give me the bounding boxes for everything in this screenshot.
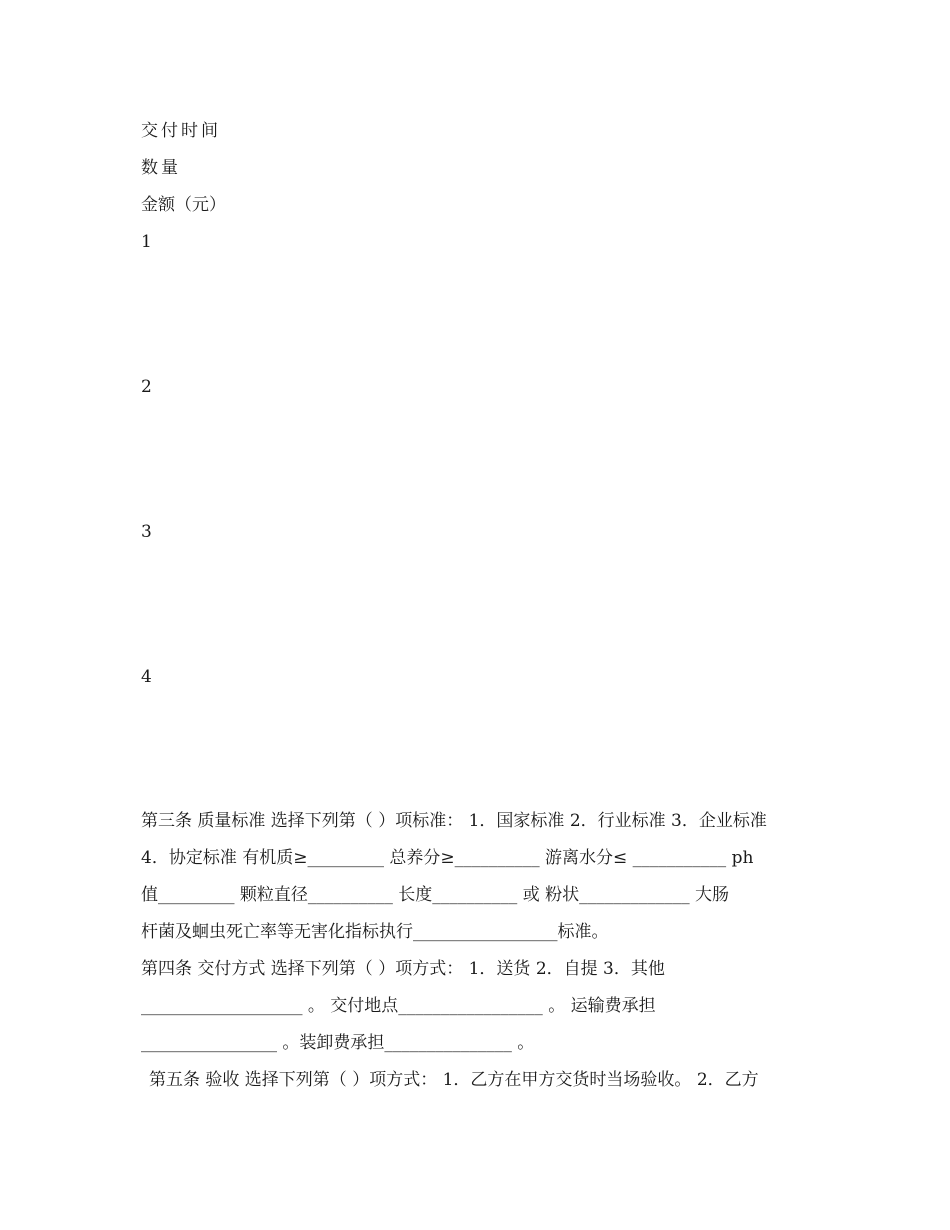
row-number-3: 3 [141,522,152,542]
article-3-line: 杆菌及蛔虫死亡率等无害化指标执行_________________标准。 [141,922,609,942]
article-4-line: ________________ 。装卸费承担_______________ 。 [141,1033,535,1053]
article-4-line: 第四条 交付方式 选择下列第（ ）项方式： 1．送货 2．自提 3．其他 [141,959,665,979]
row-number-4: 4 [141,667,152,687]
article-3-quality-standard [141,803,821,1099]
article-3-line: 第三条 质量标准 选择下列第（ ）项标准： 1．国家标准 2．行业标准 3．企业标准 [141,811,767,831]
article-3-line: 4．协定标准 有机质≥_________ 总养分≥__________ 游离水分≤ ___________ ph [141,848,754,868]
article-3-line: 值_________ 颗粒直径__________ 长度__________ 或 粉状_____________ 大肠 [141,885,730,905]
article-5-line: 第五条 验收 选择下列第（ ）项方式： 1．乙方在甲方交货时当场验收。 2．乙方 [149,1070,759,1090]
row-number-2: 2 [141,377,152,397]
header-delivery-time: 交付时间 [141,121,221,141]
article-4-line: ___________________ 。 交付地点_________________ 。 运输费承担 [141,996,656,1016]
row-number-1: 1 [141,232,152,252]
header-quantity: 数量 [141,158,181,178]
header-amount: 金额（元） [141,195,226,215]
